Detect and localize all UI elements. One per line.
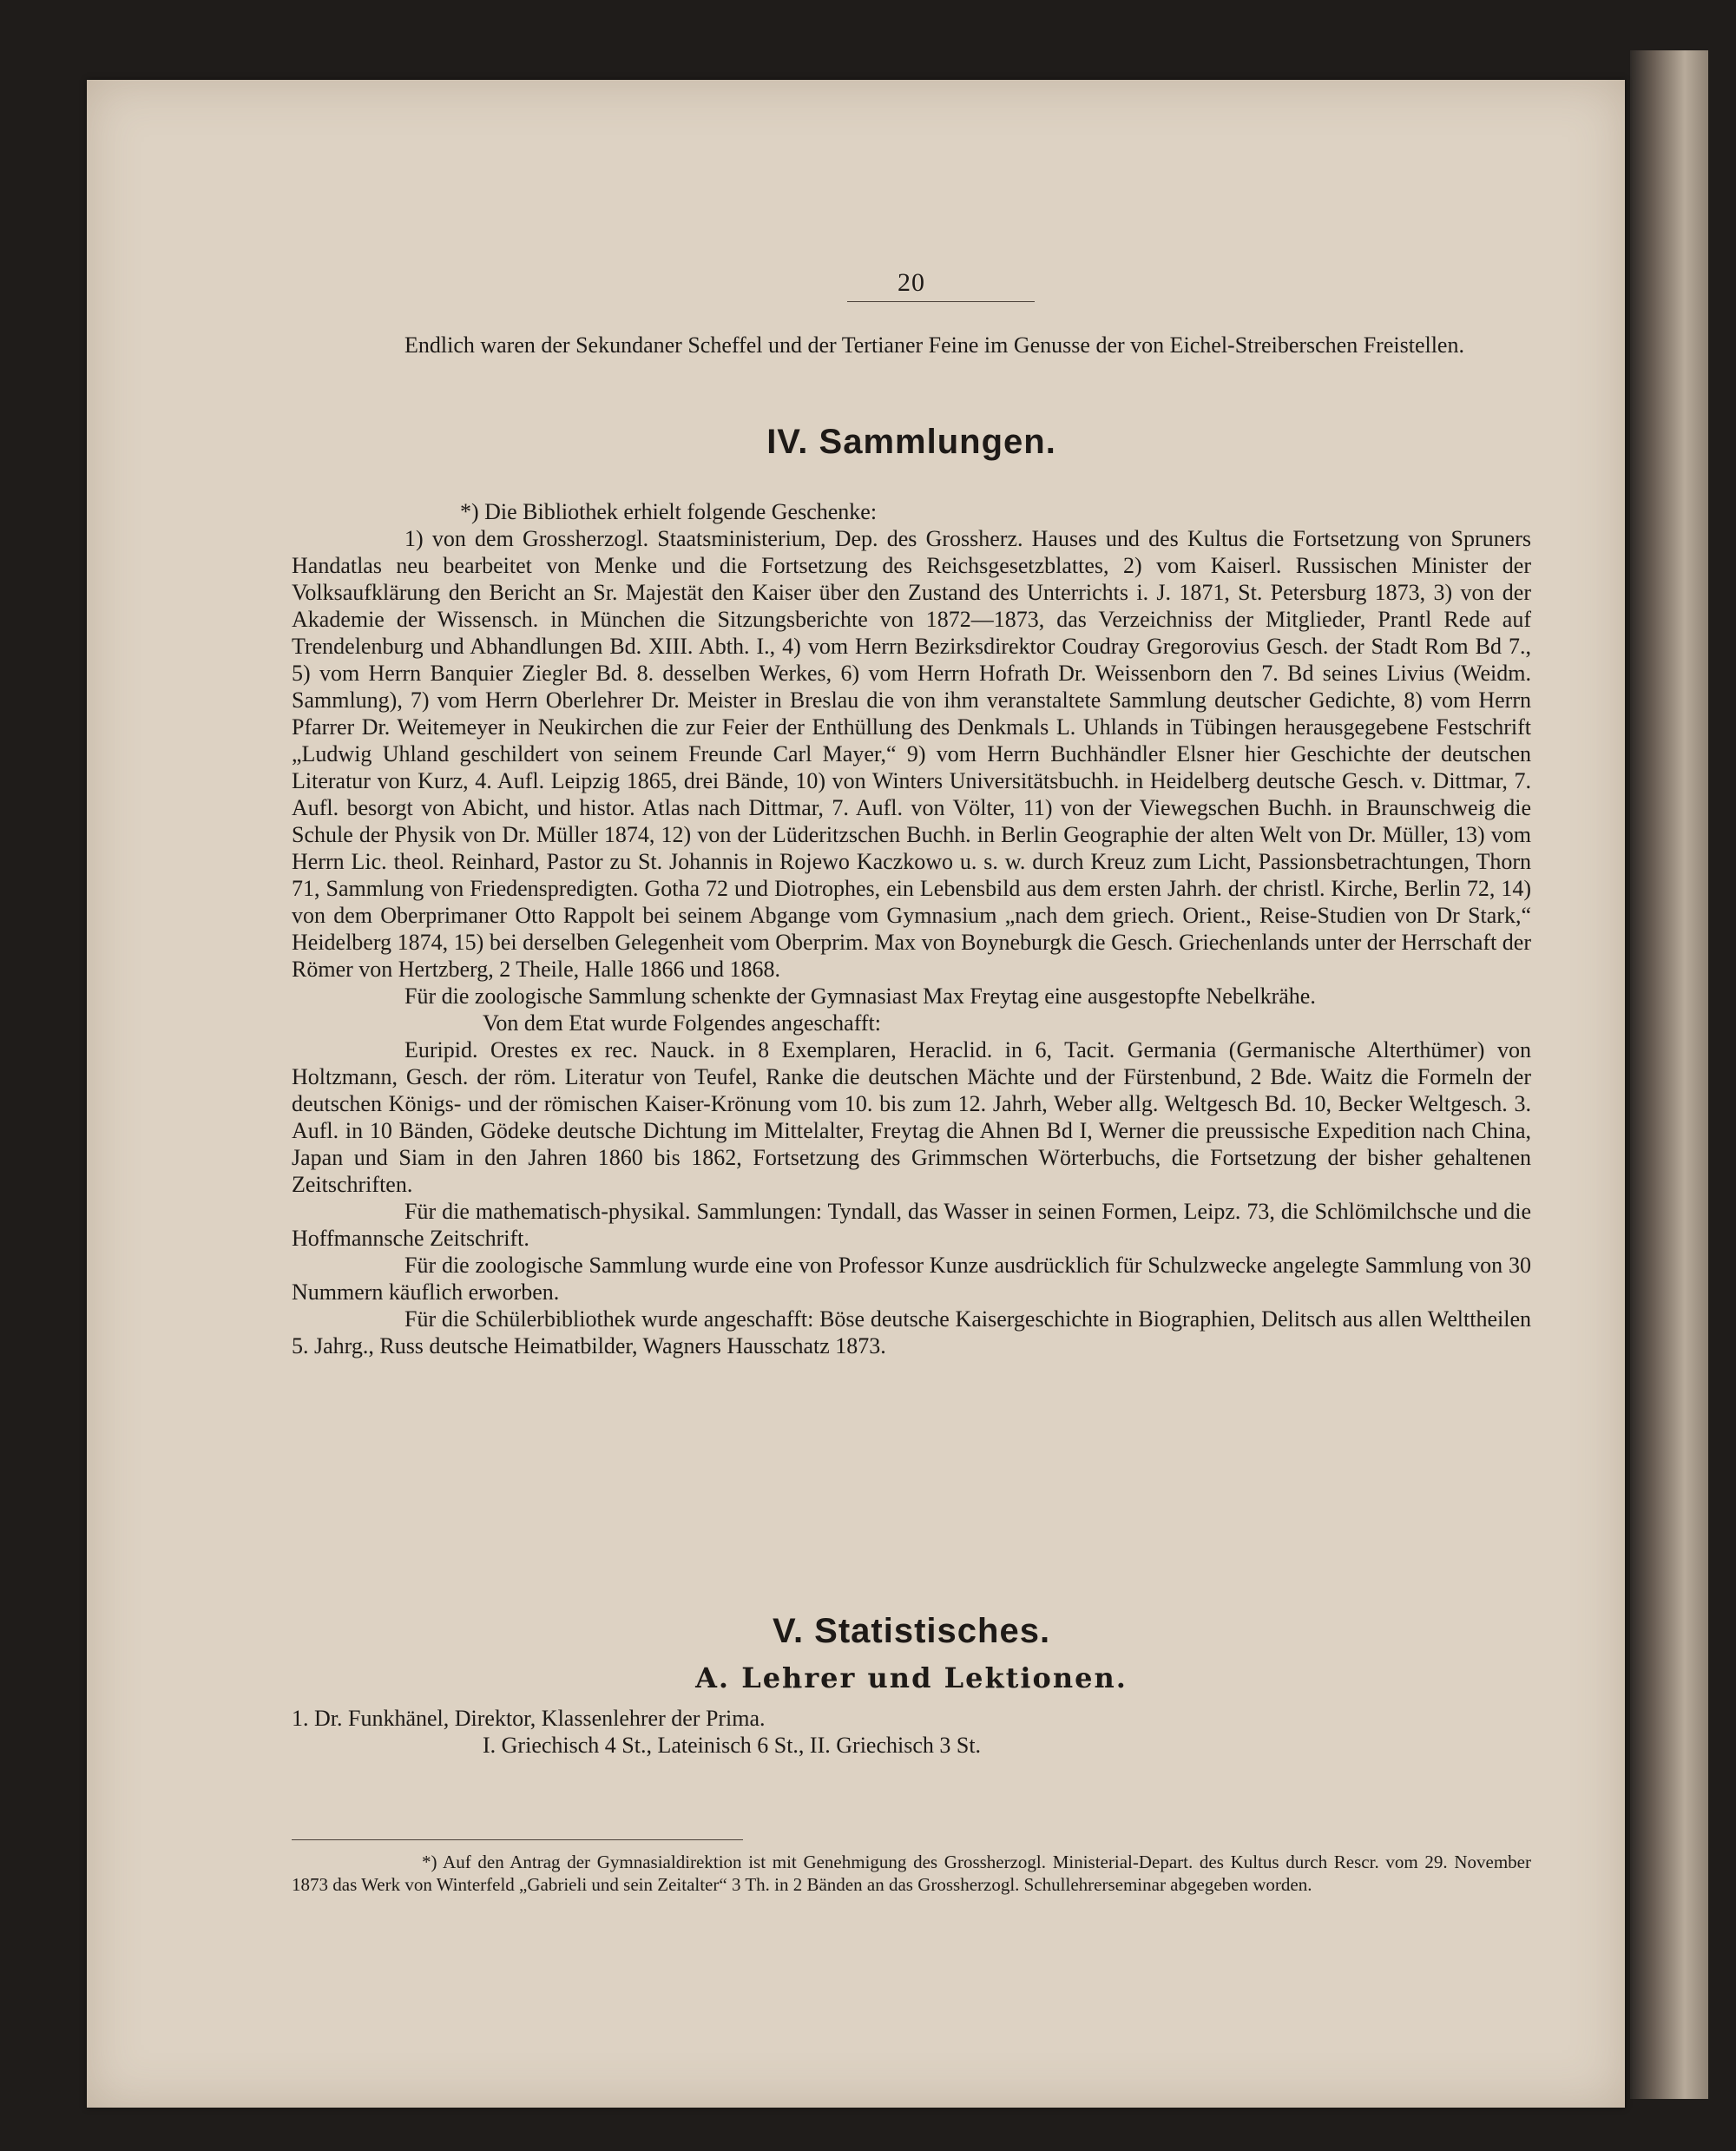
zoology-gift: Für die zoologische Sammlung schenkte der Gymnasiast Max Freytag eine ausgestopfte Nebelkrähe. [404,983,1316,1009]
gifts-intro: *) Die Bibliothek erhielt folgende Geschenke: [459,499,878,524]
adjacent-page-edge [1630,50,1708,2099]
math-physics-collection: Für die mathematisch-physikal. Sammlungen: Tyndall, das Wasser in seinen Formen, Leipz. 73, die Schlömilchsche und die Hoffmannsche Zeitschrift. [292,1199,1531,1251]
document-page [87,80,1625,2108]
footnote [292,1851,1531,1896]
section-heading-statistisches: V. Statistisches. [772,1612,1051,1650]
teacher-lessons-line: I. Griechisch 4 St., Lateinisch 6 St., II. Griechisch 3 St. [483,1733,982,1758]
teacher-entry [292,1705,1531,1759]
intro-paragraph: Endlich waren der Sekundaner Scheffel und der Tertianer Feine im Genusse der von Eichel-Streiberschen Freistellen. [404,332,1464,358]
intro-block [292,332,1531,358]
gifts-list: 1) von dem Grossherzogl. Staatsministerium, Dep. des Grossherz. Hauses und des Kultus die Fortsetzung von Spruners Handatlas neu bearbeitet von Menke und die Fortsetzung des Reichsgesetzblattes, 2) vom Kaiserl. Russischen Minister der Volksaufklärung den Bericht an Sr. Majestät den Kaiser über den Zustand des Unterrichts i. J. 1871, St. Petersburg 1873, 3) von der Akademie der Wissensch. in München die Sitzungsberichte von 1872—1873, das Verzeichniss der Mitglieder, Prantl Rede auf Trendelenburg und Abhandlungen Bd. XIII. Abth. I., 4) vom Herrn Bezirksdirektor Coudray Gregorovius Gesch. der Stadt Rom Bd 7., 5) vom Herrn Banquier Ziegler Bd. 8. desselben Werkes, 6) vom Herrn Hofrath Dr. Weissenborn den 7. Bd seines Livius (Weidm. Sammlung), 7) vom Herrn Oberlehrer Dr. Meister in Breslau die von ihm veranstaltete Sammlung deutscher Gedichte, 8) vom Herrn Pfarrer Dr. Weitemeyer in Neukirchen die zur Feier der Enthüllung des Denkmals L. Uhlands in Tübingen herausgegebene Festschrift „Ludwig Uhland geschildert von seinem Freunde Carl Mayer,“ 9) vom Herrn Buchhändler Elsner hier Geschichte der deutschen Literatur von Kurz, 4. Aufl. Leipzig 1865, drei Bände, 10) von Winters Universitätsbuchh. in Heidelberg deutsche Gesch. v. Dittmar, 7. Aufl. besorgt von Abicht, und histor. Atlas nach Dittmar, 7. Aufl. von Völter, 11) von der Viewegschen Buchh. in Braunschweig die Schule der Physik von Dr. Müller 1874, 12) von der Lüderitzschen Buchh. in Berlin Geographie der alten Welt von Dr. Müller, 13) vom Herrn Lic. theol. Reinhard, Pastor zu St. Johannis in Rojewo Kaczkowo u. s. w. durch Kreuz zum Licht, Passionsbetrachtungen, Thorn 71, Sammlung von Friedenspredigten. Gotha 72 und Diotrophes, ein Lebensbild aus dem ersten Jahrh. der christl. Kirche, Berlin 72, 14) von dem Oberprimaner Otto Rappolt bei seinem Abgange vom Gymnasium „nach dem griech. Orient., Reise-Studien von Dr Stark,“ Heidelberg 1874, 15) bei derselben Gelegenheit vom Oberprim. Max von Boyneburgk die Gesch. Griechenlands unter der Herrschaft der Römer von Hertzberg, 2 Theile, Halle 1866 und 1868. [292,526,1531,982]
subheading-lehrer-lektionen: A. Lehrer und Lektionen. [695,1661,1128,1694]
page-number: 20 [898,268,925,297]
header-rule [847,301,1035,302]
purchases-intro: Von dem Etat wurde Folgendes angeschafft: [483,1010,881,1036]
student-library: Für die Schülerbibliothek wurde angeschafft: Böse deutsche Kaisergeschichte in Biographien, Delitsch aus allen Welttheilen 5. Jahrg., Russ deutsche Heimatbilder, Wagners Hausschatz 1873. [292,1306,1531,1358]
purchases-list: Euripid. Orestes ex rec. Nauck. in 8 Exemplaren, Heraclid. in 6, Tacit. Germania (Germanische Alterthümer) von Holtzmann, Gesch. der röm. Literatur von Teufel, Ranke die deutschen Mächte und der Fürstenbund, 2 Bde. Waitz die Formeln der deutschen Königs- und der römischen Kaiser-Krönung vom 10. bis zum 12. Jahrh, Weber allg. Weltgesch Bd. 10, Becker Weltgesch. 3. Aufl. in 10 Bänden, Gödeke deutsche Dichtung im Mittelalter, Freytag die Ahnen Bd I, Werner die preussische Expedition nach China, Japan und Siam in den Jahren 1860 bis 1862, Fortsetzung des Grimmschen Wörterbuchs, die Fortsetzung der bisher gehaltenen Zeitschriften. [292,1037,1531,1197]
teacher-name-line: 1. Dr. Funkhänel, Direktor, Klassenlehrer der Prima. [292,1706,766,1731]
section-heading-sammlungen: IV. Sammlungen. [766,423,1056,461]
footnote-text: *) Auf den Antrag der Gymnasialdirektion ist mit Genehmigung des Grossherzogl. Ministerial-Depart. des Kultus durch Rescr. vom 29. November 1873 das Werk von Winterfeld „Gabrieli und sein Zeitalter“ 3 Th. in 2 Bänden an das Grossherzogl. Schullehrerseminar abgegeben worden. [292,1852,1531,1895]
zoology-purchase: Für die zoologische Sammlung wurde eine von Professor Kunze ausdrücklich für Schulzwecke angelegte Sammlung von 30 Nummern käuflich erworben. [292,1253,1531,1305]
sammlungen-body [292,498,1531,1359]
footnote-rule [292,1839,743,1840]
